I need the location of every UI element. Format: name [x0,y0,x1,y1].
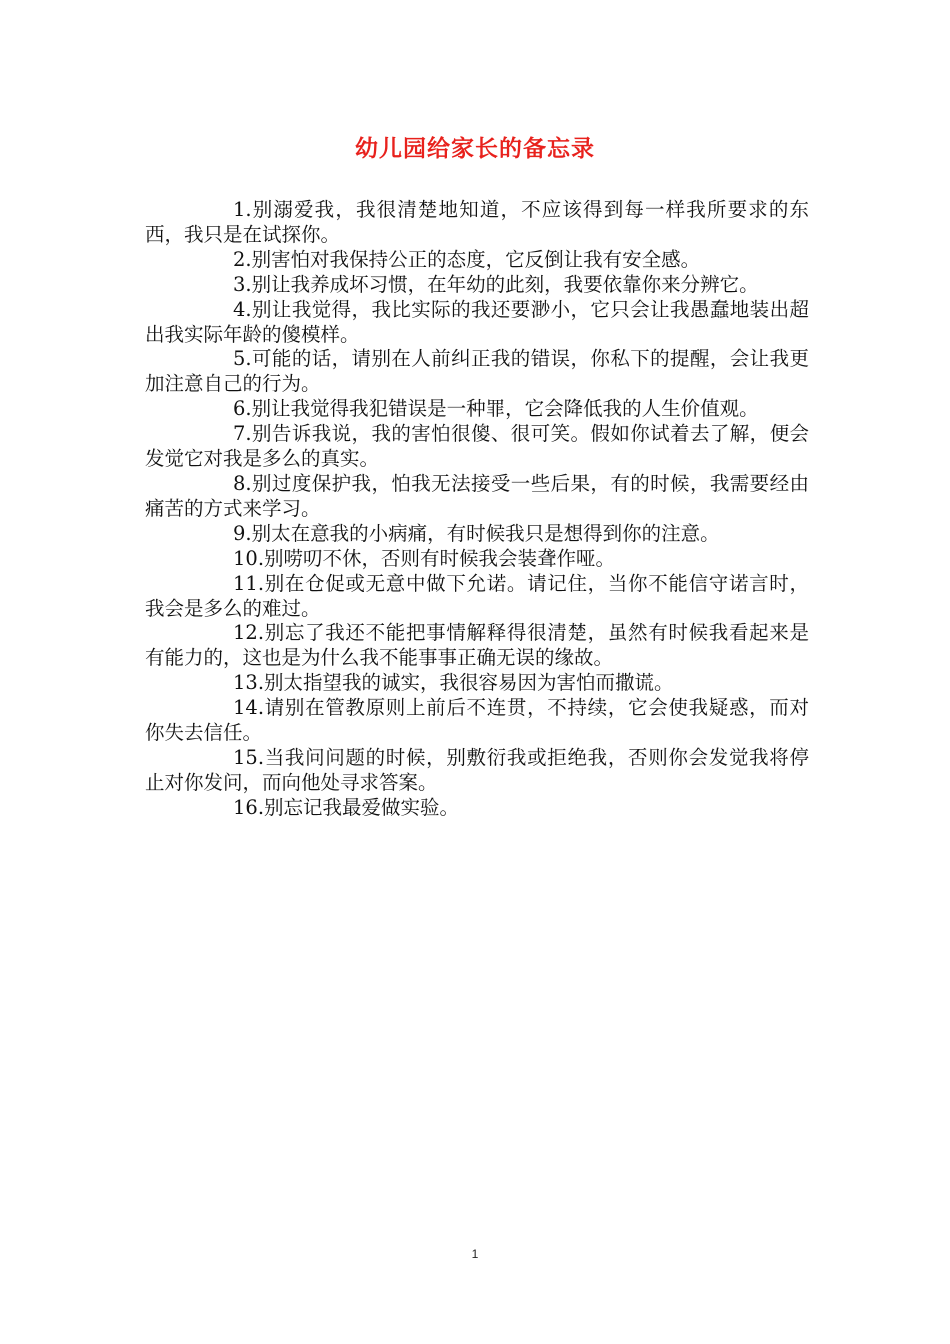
paragraph-2: 2.别害怕对我保持公正的态度，它反倒让我有安全感。 [233,247,701,271]
paragraph-4: 4.别让我觉得，我比实际的我还要渺小，它只会让我愚蠢地装出超出我实际年龄的傻模样。 [145,297,809,346]
paragraph-13: 13.别太指望我的诚实，我很容易因为害怕而撒谎。 [233,671,674,695]
paragraph-5: 5.可能的话，请别在人前纠正我的错误，你私下的提醒，会让我更加注意自己的行为。 [145,347,809,396]
document-title: 幼儿园给家长的备忘录 [355,136,595,162]
paragraph-6: 6.别让我觉得我犯错误是一种罪，它会降低我的人生价值观。 [233,397,759,421]
paragraph-3: 3.别让我养成坏习惯，在年幼的此刻，我要依靠你来分辨它。 [233,272,759,296]
paragraph-11: 11.别在仓促或无意中做下允诺。请记住，当你不能信守诺言时，我会是多么的难过。 [145,571,809,620]
page-number: 1 [471,1247,479,1261]
paragraph-10: 10.别唠叨不休，否则有时候我会装聋作哑。 [233,546,616,570]
paragraph-14: 14.请别在管教原则上前后不连贯，不持续，它会使我疑惑，而对你失去信任。 [145,696,809,745]
paragraph-9: 9.别太在意我的小病痛，有时候我只是想得到你的注意。 [233,521,720,545]
paragraph-16: 16.别忘记我最爱做实验。 [233,795,460,819]
paragraph-12: 12.别忘了我还不能把事情解释得很清楚，虽然有时候我看起来是有能力的，这也是为什么我不能事事正确无误的缘故。 [145,621,809,670]
document-body [145,198,809,821]
paragraph-8: 8.别过度保护我，怕我无法接受一些后果，有的时候，我需要经由痛苦的方式来学习。 [145,471,809,520]
paragraph-15: 15.当我问问题的时候，别敷衍我或拒绝我，否则你会发觉我将停止对你发问，而向他处寻求答案。 [145,745,809,794]
paragraph-7: 7.别告诉我说，我的害怕很傻、很可笑。假如你试着去了解，便会发觉它对我是多么的真实。 [145,422,809,471]
paragraph-1: 1.别溺爱我，我很清楚地知道，不应该得到每一样我所要求的东西，我只是在试探你。 [145,198,809,246]
